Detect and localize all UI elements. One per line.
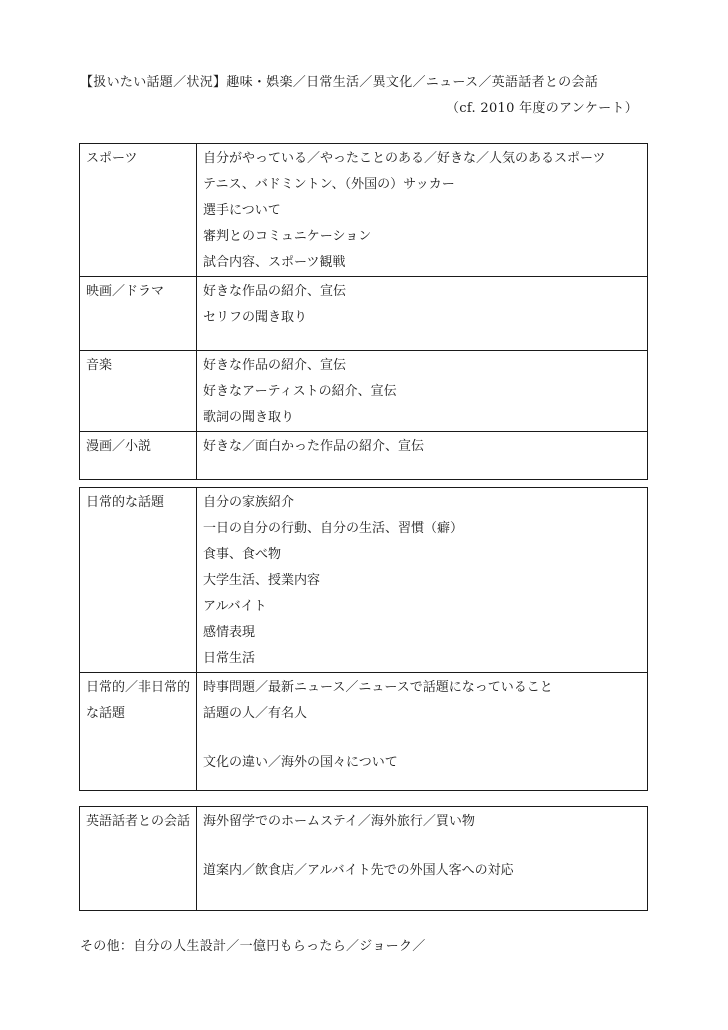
items-cell: [197, 144, 648, 277]
category-cell: 音楽: [80, 351, 197, 432]
items-cell: [197, 432, 648, 480]
topic-item: 時事問題／最新ニュース／ニュースで話題になっていること: [203, 680, 553, 695]
items-cell: [197, 807, 648, 911]
topic-item: アルバイト: [203, 599, 267, 614]
topic-item: 一日の自分の行動、自分の生活、習慣（癖）: [203, 521, 464, 536]
topic-item: 感情表現: [203, 625, 256, 640]
table-row: [80, 144, 648, 277]
table-row: [80, 432, 648, 480]
table-row: [80, 807, 648, 911]
topic-item: 審判とのコミュニケーション: [203, 229, 372, 244]
items-cell: [197, 673, 648, 791]
topic-item: 大学生活、授業内容: [203, 573, 321, 588]
survey-reference-note: （cf. 2010 年度のアンケート）: [446, 101, 639, 116]
topics-table-hobbies: [79, 143, 648, 480]
category-cell: 日常的な話題: [80, 488, 197, 673]
topic-item: 歌詞の聞き取り: [203, 410, 295, 425]
topic-item: 好きな／面白かった作品の紹介、宣伝: [203, 439, 425, 454]
table-row: [80, 673, 648, 791]
topic-item: 自分の家族紹介: [203, 495, 295, 510]
topic-item: 道案内／飲食店／アルバイト先での外国人客への対応: [203, 863, 514, 878]
table-row: [80, 488, 648, 673]
spacer: [203, 727, 647, 750]
other-topics-line: その他：自分の人生設計／一億円もらったら／ジョーク／: [80, 939, 426, 954]
topic-item: 好きな作品の紹介、宣伝: [203, 284, 347, 299]
topics-table-conversation: [79, 806, 648, 911]
topic-item: 食事、食べ物: [203, 547, 282, 562]
table-row: [80, 351, 648, 432]
items-cell: [197, 351, 648, 432]
topic-item: 日常生活: [203, 651, 256, 666]
category-cell: 漫画／小説: [80, 432, 197, 480]
topic-item: 試合内容、スポーツ観戦: [203, 255, 346, 270]
topic-item: 話題の人／有名人: [203, 706, 308, 721]
topics-table-daily: [79, 487, 648, 791]
items-cell: [197, 277, 648, 351]
topic-item: セリフの聞き取り: [203, 310, 308, 325]
topic-item: 文化の違い／海外の国々について: [203, 755, 398, 770]
spacer: [203, 835, 647, 858]
topic-item: 好きなアーティストの紹介、宣伝: [203, 384, 397, 399]
topic-item: テニス、バドミントン、（外国の）サッカー: [203, 177, 455, 192]
category-cell: 映画／ドラマ: [80, 277, 197, 351]
document-heading: 【扱いたい話題／状況】趣味・娯楽／日常生活／異文化／ニュース／英語話者との会話: [80, 75, 599, 90]
category-cell: 英語話者との会話: [80, 807, 197, 911]
category-cell: スポーツ: [80, 144, 197, 277]
topic-item: 自分がやっている／やったことのある／好きな／人気のあるスポーツ: [203, 151, 606, 166]
topic-item: 選手について: [203, 203, 281, 218]
category-cell: 日常的／非日常的な話題: [80, 673, 197, 791]
items-cell: [197, 488, 648, 673]
table-row: [80, 277, 648, 351]
topic-item: 海外留学でのホームステイ／海外旅行／買い物: [203, 814, 475, 829]
topic-item: 好きな作品の紹介、宣伝: [203, 358, 347, 373]
